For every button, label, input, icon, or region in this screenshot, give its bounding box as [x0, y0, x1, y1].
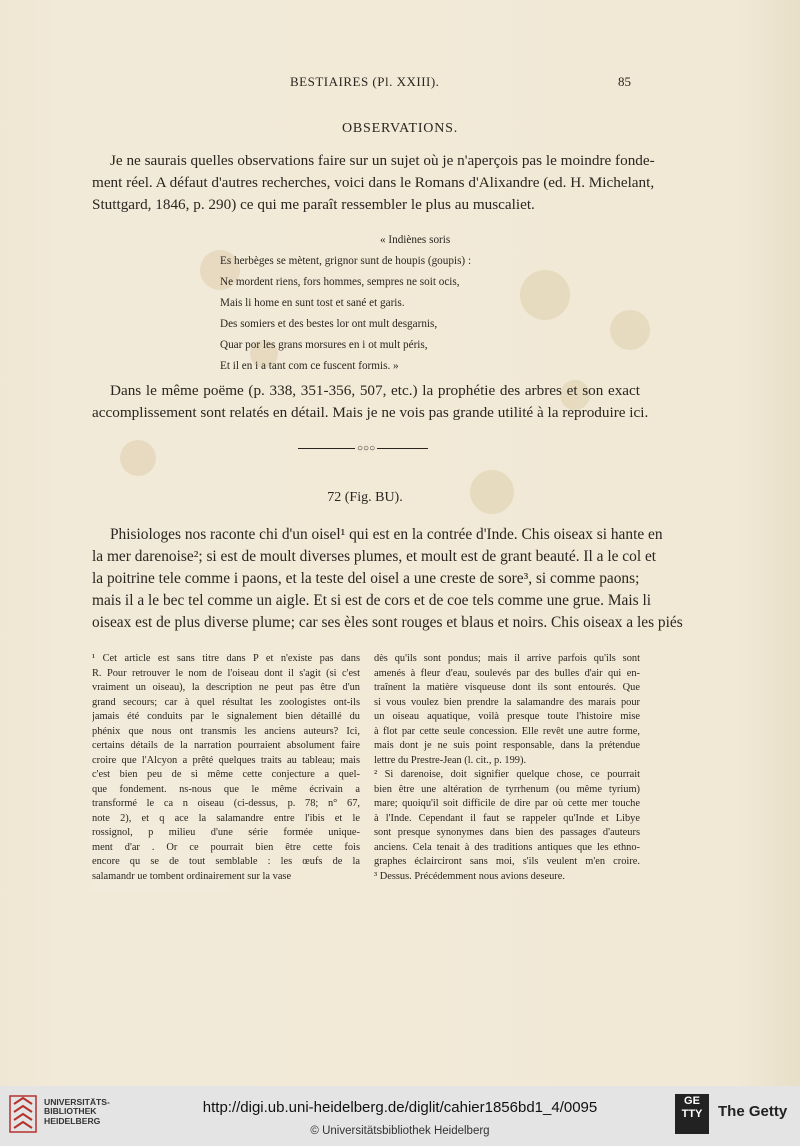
copyright-notice: © Universitätsbibliothek Heidelberg [310, 1125, 490, 1137]
footnote-line: traînent la matière visqueuse dont ils sont entourés. Que [374, 682, 640, 693]
footnote-line: mare; quoiqu'il soit difficile de dire par où cette mer touche [374, 798, 640, 809]
footnote-line: certains détails de la narration pourraient absolument faire [92, 740, 360, 751]
footnote-line: graphes éclairciront sans moi, s'ils veulent m'en croire. [374, 856, 640, 867]
footnote-line: à l'Inde. Cependant il faut se rappeler qu'Inde et Libye [374, 812, 640, 824]
footnote-line: transformé le ca n oiseau (ci-dessus, p. 78; n° 67, [92, 798, 360, 809]
footnote-line: note 2), et q ace la salamandre entre l'ibis et le [92, 812, 360, 824]
footnote-line: encore qu se de tout semblable : les œufs de la [92, 856, 360, 867]
running-title: BESTIAIRES (Pl. XXIII). [290, 74, 440, 89]
foxing-spot [470, 470, 514, 514]
poem-line: Des somiers et des bestes lor ont mult desgarnis, [220, 318, 438, 330]
page-number: 85 [618, 74, 631, 89]
second-paragraph [92, 380, 649, 424]
intro-paragraph [92, 150, 655, 216]
footnote-line: mais dont je ne suis point responsable, dans la prétendue [374, 740, 640, 751]
poem-quotation [220, 230, 471, 377]
footnote-line: ¹ Cet article est sans titre dans P et n'existe pas dans [92, 653, 360, 664]
text-line: accomplissement sont relatés en détail. Mais je ne vois pas grande utilité à la reproduire ici. [92, 404, 649, 421]
footnote-line: anciens. Cela tenait à des traditions antiques que les ethno- [374, 841, 640, 853]
library-name-line: UNIVERSITÄTS- [44, 1097, 110, 1107]
footnote-line: sont presque synonymes dans bien des passages d'auteurs [374, 827, 640, 838]
getty-logo-icon[interactable] [675, 1094, 709, 1134]
footnote-line: lettre du Prestre-Jean (l. cit., p. 199). [374, 754, 527, 766]
footnote-line: R. Pour retrouver le nom de l'oiseau dont il s'agit (si c'est [92, 667, 360, 679]
footnote-line: croire que l'Alcyon a prêté quelques traits au tableau; mais [92, 754, 360, 766]
footnote-line: salamandr ue tombent ordinairement sur la vase [92, 870, 292, 882]
library-name-line: HEIDELBERG [44, 1115, 101, 1126]
footnote-line: ² Si darenoise, doit signifier quelque chose, ce pourrait [374, 769, 640, 780]
footnote-line: ³ Dessus. Précédemment nous avions deseure. [374, 870, 565, 882]
foxing-spot [520, 270, 570, 320]
text-line: mais il a le bec tel comme un aigle. Et si est de cors et de coe tels comme une grue. Mais li [92, 592, 652, 609]
footnote-line: bien être une altération de tyrrhenum (ou même tyrium) [374, 783, 640, 795]
poem-line: Quar por les grans morsures en i ot mult péris, [220, 339, 428, 351]
footnotes-right-column [374, 652, 640, 884]
poem-line: Mais li home en sunt tost et sané et garis. [220, 297, 405, 309]
text-line: Stuttgard, 1846, p. 290) ce qui me paraît ressembler le plus au muscaliet. [92, 196, 535, 213]
text-line: Phisiologes nos raconte chi d'un oisel¹ qui est en la contrée d'Inde. Chis oiseax si hante en [110, 526, 663, 543]
footnote-line: que fondement. ns-nous que le même écrivain a [92, 783, 360, 795]
text-line: Je ne saurais quelles observations faire sur un sujet où je n'aperçois pas le moindre fonde- [110, 152, 655, 169]
section-title: OBSERVATIONS. [342, 121, 458, 136]
footnotes-left-column [92, 652, 360, 884]
poem-line: Ne mordent riens, fors hommes, sempres ne soit ocis, [220, 276, 460, 288]
foxing-spot [120, 440, 156, 476]
footnote-line: dès qu'ils sont pondus; mais il arrive parfois qu'ils sont [374, 653, 640, 664]
figure-title: 72 (Fig. BU). [327, 490, 403, 505]
footnote-line: grand secours; car à quel résultat les zoologistes ont-ils [92, 696, 360, 708]
footnote-line: c'est bien peu de si même cette conjecture a quel- [92, 769, 360, 780]
footnote-line: ment d'ar . Or ce pourrait bien être cette fois [92, 841, 360, 853]
separator-ornament: ○○○ [357, 443, 376, 454]
text-line: la poitrine tele comme i paons, et la teste del oisel a une creste de sore³, si comme paons; [92, 570, 640, 587]
footnote-line: à flot par cette seule concession. Elle revêt une autre forme, [374, 725, 640, 737]
getty-name: The Getty [718, 1103, 788, 1120]
poem-line: Et il en i a tant com ce fuscent formis. » [220, 360, 399, 372]
poem-line: Es herbèges se mètent, grignor sunt de houpis (goupis) : [220, 255, 472, 267]
footnote-line: jamais été conduits par le signalement bien détaillé du [92, 711, 360, 722]
text-line: oiseax est de plus diverse plume; car ses èles sont rouges et blaus et noirs. Chis oiseax a les piés [92, 614, 683, 631]
footnote-line: un oiseau aquatique, voilà presque toute l'histoire mise [374, 711, 640, 722]
poem-line: « Indiènes soris [380, 234, 451, 246]
getty-logo-line: GE [684, 1095, 700, 1107]
text-line: la mer darenoise²; si est de moult diverses plumes, et moult est de grant beauté. Il a le col et [92, 548, 657, 565]
text-line: Dans le même poëme (p. 338, 351-356, 507, etc.) la prophétie des arbres et son exact [110, 382, 640, 399]
text-line: ment réel. A défaut d'autres recherches, voici dans le Romans d'Alixandre (ed. H. Michelant, [92, 174, 655, 191]
source-url-link[interactable]: http://digi.ub.uni-heidelberg.de/diglit/cahier1856bd1_4/0095 [202, 1099, 598, 1116]
footnote-line: phénix que nous ont transmis les anciens auteurs? Ici, [92, 725, 360, 737]
library-name-line: BIBLIOTHEK [44, 1106, 97, 1117]
getty-logo-line: TTY [681, 1108, 703, 1120]
foxing-spot [610, 310, 650, 350]
footnote-line: si vous voulez bien prendre la salamandre des marais pour [374, 696, 640, 708]
footnote-line: rossignol, p milieu d'une série formée unique- [92, 827, 360, 838]
footnote-line: vraiment un oiseau), la description ne peut pas être d'un [92, 682, 360, 693]
main-text [92, 524, 683, 634]
viewer-footer [0, 1086, 800, 1146]
footnote-line: amenés à fleur d'eau, soulevés par des bulles d'air qui en- [374, 667, 640, 679]
